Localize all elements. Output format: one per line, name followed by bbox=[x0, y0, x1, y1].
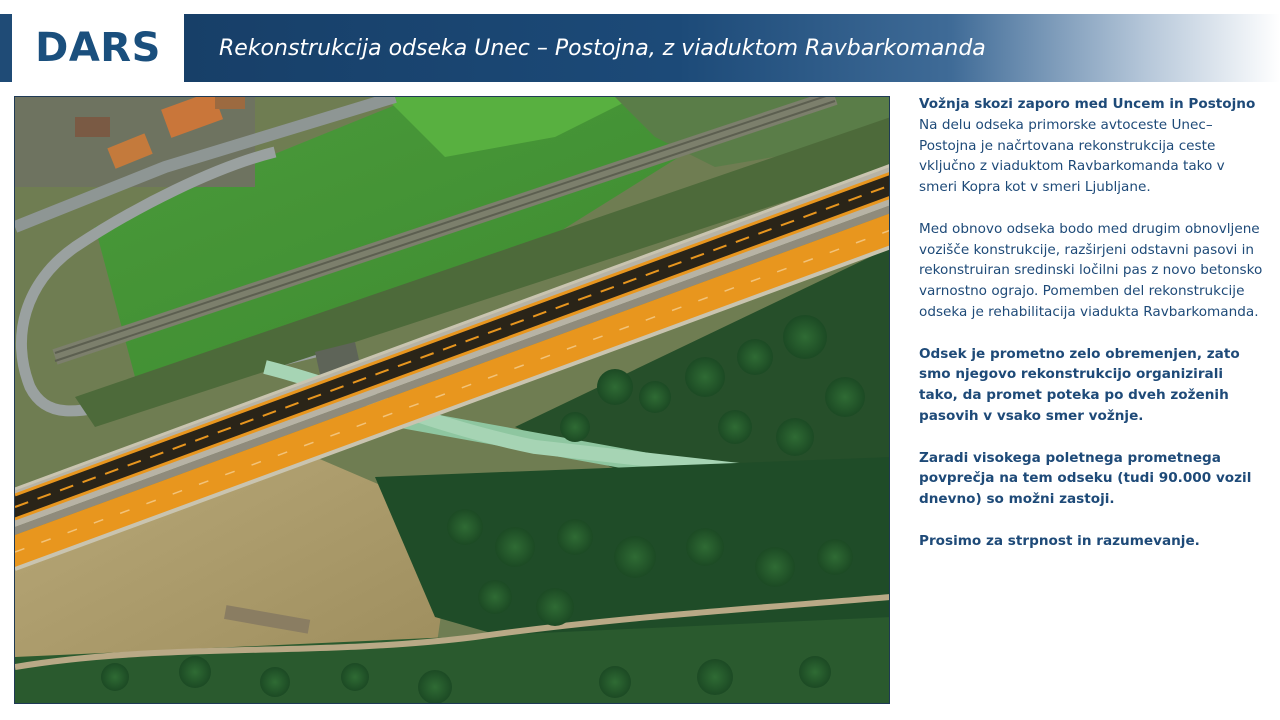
info-paragraph-4: Zaradi visokega poletnega prometnega povprečja na tem odseku (tudi 90.000 vozil dnevno) so možni zastoji. bbox=[919, 449, 1252, 508]
dars-logo: DARS bbox=[35, 25, 161, 71]
info-paragraph-5: Prosimo za strpnost in razumevanje. bbox=[919, 532, 1200, 549]
left-accent-bar bbox=[0, 14, 12, 82]
info-section-closure bbox=[919, 94, 1264, 198]
info-heading: Vožnja skozi zaporo med Uncem in Postojno bbox=[919, 96, 1256, 112]
aerial-photo-highway-traffic-diagram bbox=[14, 96, 890, 704]
header-band bbox=[184, 14, 1280, 82]
info-paragraph-3: Odsek je prometno zelo obremenjen, zato smo njegovo rekonstrukcijo organizirali tako, da promet poteka po dveh zoženih pasovih v vsako smer vožnje. bbox=[919, 345, 1240, 424]
info-panel bbox=[919, 94, 1264, 572]
page-title: Rekonstrukcija odseka Unec – Postojna, z viaduktom Ravbarkomanda bbox=[219, 35, 986, 61]
info-paragraph-1: Na delu odseka primorske avtoceste Unec–Postojna je načrtovana rekonstrukcija ceste vključno z viaduktom Ravbarkomanda tako v smeri Kopra kot v smeri Ljubljane. bbox=[919, 116, 1225, 196]
info-paragraph-2: Med obnovo odseka bodo med drugim obnovljene vozišče konstrukcije, razširjeni odstavni pasovi in rekonstruiran sredinski ločilni pas z novo betonsko varnostno ograjo. Pomemben del rekonstrukcije odseka je rehabilitacija viadukta Ravbarkomanda. bbox=[919, 220, 1263, 320]
